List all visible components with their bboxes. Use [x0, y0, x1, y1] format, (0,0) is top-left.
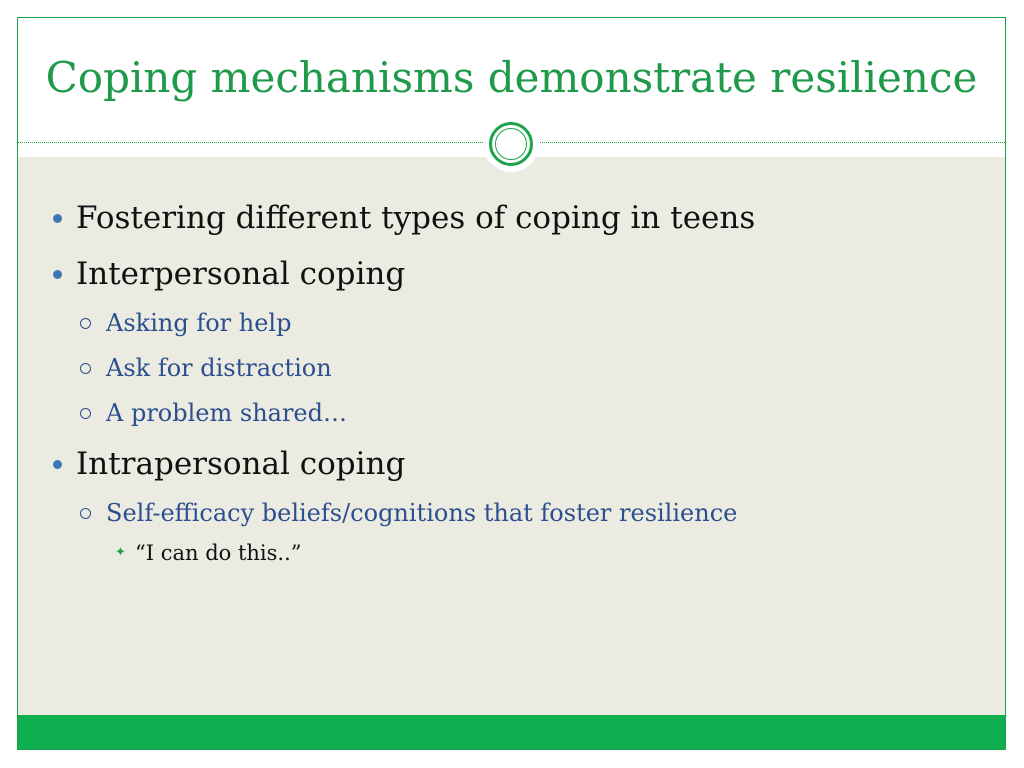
list-item: Fostering different types of coping in teens: [76, 200, 756, 236]
bullet-circle-icon: [80, 318, 91, 329]
bullet-circle-icon: [80, 508, 91, 519]
list-item: Ask for distraction: [106, 354, 332, 382]
ornament-inner-ring: [495, 128, 527, 160]
slide-title: Coping mechanisms demonstrate resilience: [45, 53, 978, 102]
slide-frame: [17, 17, 1006, 750]
bullet-dot-icon: [53, 460, 62, 469]
divider-ornament-icon: [483, 116, 539, 172]
list-item: Intrapersonal coping: [76, 446, 406, 482]
list-item: Self-efficacy beliefs/cognitions that foster resilience: [106, 499, 738, 527]
bullet-dot-icon: [53, 214, 62, 223]
bullet-circle-icon: [80, 408, 91, 419]
list-item: Asking for help: [106, 309, 292, 337]
list-item: Interpersonal coping: [76, 256, 406, 292]
list-item: “I can do this..”: [135, 541, 302, 565]
bullet-circle-icon: [80, 363, 91, 374]
bullet-dot-icon: [53, 270, 62, 279]
bullet-star-icon: ✦: [115, 545, 126, 560]
ornament-ring: [489, 122, 533, 166]
footer-bar: [18, 715, 1005, 749]
list-item: A problem shared…: [106, 399, 347, 427]
content-area: [18, 157, 1005, 715]
